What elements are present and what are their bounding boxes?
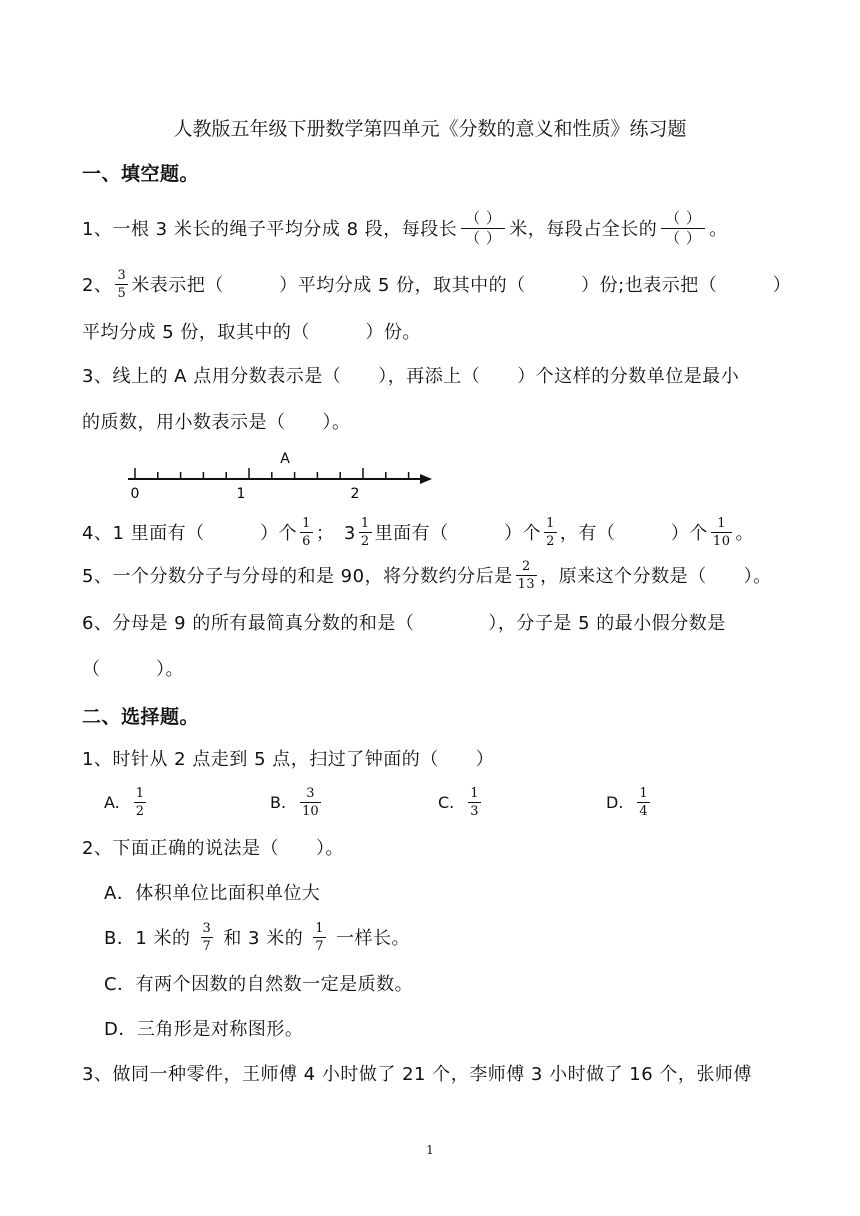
numerator: 1: [302, 515, 311, 531]
numerator: 1: [717, 515, 727, 531]
numerator: 2: [521, 558, 531, 574]
fraction: [134, 786, 146, 819]
question-text: 。: [735, 523, 754, 544]
numerator: 1: [639, 785, 648, 801]
question-1-2-cont: 平均分成 5 份，取其中的（ ）份。: [82, 322, 421, 343]
denominator: 2: [360, 533, 370, 549]
fraction: [516, 559, 538, 592]
tick-label-1: 1: [236, 486, 246, 502]
tick-label-0: 0: [130, 486, 140, 502]
question-text: 4、1 里面有（ ）个: [82, 523, 298, 544]
denominator: 10: [302, 803, 319, 819]
numerator: 3: [202, 920, 212, 936]
numerator: （ ）: [465, 208, 502, 227]
option-2-2-d: D．三角形是对称图形。: [104, 1019, 304, 1040]
blank-fraction: [661, 210, 705, 247]
choice-options: [0, 782, 860, 822]
option-b: [270, 782, 324, 822]
option-text: B．1 米的: [104, 928, 191, 949]
denominator: （ ）: [661, 228, 705, 247]
question-1-5: [82, 555, 772, 595]
option-2-2-a: A．体积单位比面积单位大: [104, 883, 321, 904]
tick-label-2: 2: [350, 486, 360, 502]
denominator: 3: [470, 803, 479, 819]
numerator: 1: [546, 515, 555, 531]
denominator: 2: [135, 803, 145, 819]
option-label: D.: [606, 792, 624, 812]
denominator: 4: [639, 803, 648, 819]
question-1-3: 3、线上的 A 点用分数表示是（ ），再添上（ ）个这样的分数单位是最小: [82, 366, 740, 387]
fraction: [637, 786, 649, 819]
question-2-1: 1、时针从 2 点走到 5 点，扫过了钟面的（ ）: [82, 749, 495, 770]
denominator: 6: [302, 533, 311, 549]
denominator: 7: [315, 938, 324, 954]
question-1-3-cont: 的质数，用小数表示是（ ）。: [82, 412, 351, 433]
question-text: 。: [709, 219, 728, 240]
fraction: [300, 516, 313, 549]
numerator: 1: [315, 920, 324, 936]
numerator: 1: [135, 785, 145, 801]
question-1-6: 6、分母是 9 的所有最简真分数的和是（ ），分子是 5 的最小假分数是: [82, 613, 726, 634]
question-text: 里面有（ ）个: [374, 523, 542, 544]
point-a-label: A: [280, 451, 290, 467]
option-c: [438, 782, 484, 822]
numerator: 3: [117, 267, 127, 283]
page-title: 人教版五年级下册数学第四单元《分数的意义和性质》练习题: [173, 118, 687, 140]
denominator: 5: [117, 285, 127, 301]
denominator: 7: [202, 938, 212, 954]
number-line-ticks: [135, 468, 409, 479]
option-text: 一样长。: [336, 928, 410, 949]
numerator: （ ）: [665, 208, 702, 227]
fraction: [115, 268, 128, 301]
fraction: [313, 921, 326, 954]
page-number: 1: [426, 1143, 434, 1157]
numerator: 3: [306, 785, 315, 801]
question-text: ； 3: [315, 523, 356, 544]
fraction: [468, 786, 480, 819]
question-1-2: [82, 264, 791, 304]
numerator: 1: [360, 515, 370, 531]
question-2-3: 3、做同一种零件，王师傅 4 小时做了 21 个，李师傅 3 小时做了 16 个，张师傅: [82, 1064, 752, 1085]
question-text: 米表示把（ ）平均分成 5 份，取其中的（ ）份;也表示把（ ）: [131, 275, 792, 296]
question-2-2: 2、下面正确的说法是（ ）。: [82, 838, 344, 859]
section-2-heading: 二、选择题。: [82, 705, 200, 728]
option-2-2-c: C．有两个因数的自然数一定是质数。: [104, 974, 414, 995]
option-a: [104, 782, 149, 822]
question-text: 1、一根 3 米长的绳子平均分成 8 段，每段长: [82, 219, 458, 240]
denominator: 10: [712, 533, 731, 549]
question-1-6-cont: （ ）。: [82, 659, 184, 680]
option-text: 和 3 米的: [223, 928, 304, 949]
option-2-2-b: [104, 917, 410, 957]
question-text: ，有（ ）个: [559, 523, 708, 544]
denominator: （ ）: [461, 228, 505, 247]
option-d: [606, 782, 653, 822]
fraction: [711, 516, 733, 549]
question-text: 5、一个分数分子与分母的和是 90，将分数约分后是: [82, 566, 513, 587]
question-text: ，原来这个分数是（ ）。: [540, 566, 772, 587]
fraction: [300, 786, 321, 819]
arrow-head-icon: [420, 474, 432, 484]
question-1-1: [82, 208, 728, 248]
blank-fraction: [461, 210, 505, 247]
numerator: 1: [470, 785, 479, 801]
fraction: [201, 921, 214, 954]
section-1-heading: 一、填空题。: [82, 162, 200, 185]
option-label: B.: [270, 792, 287, 812]
number-line: [118, 446, 440, 502]
fraction: [544, 516, 557, 549]
denominator: 2: [546, 533, 555, 549]
question-text: 米，每段占全长的: [509, 219, 658, 240]
fraction: [359, 516, 372, 549]
option-label: C.: [438, 792, 455, 812]
denominator: 13: [517, 576, 536, 592]
option-label: A.: [104, 792, 120, 812]
question-1-4: [82, 512, 754, 552]
question-number: 2、: [82, 275, 113, 296]
